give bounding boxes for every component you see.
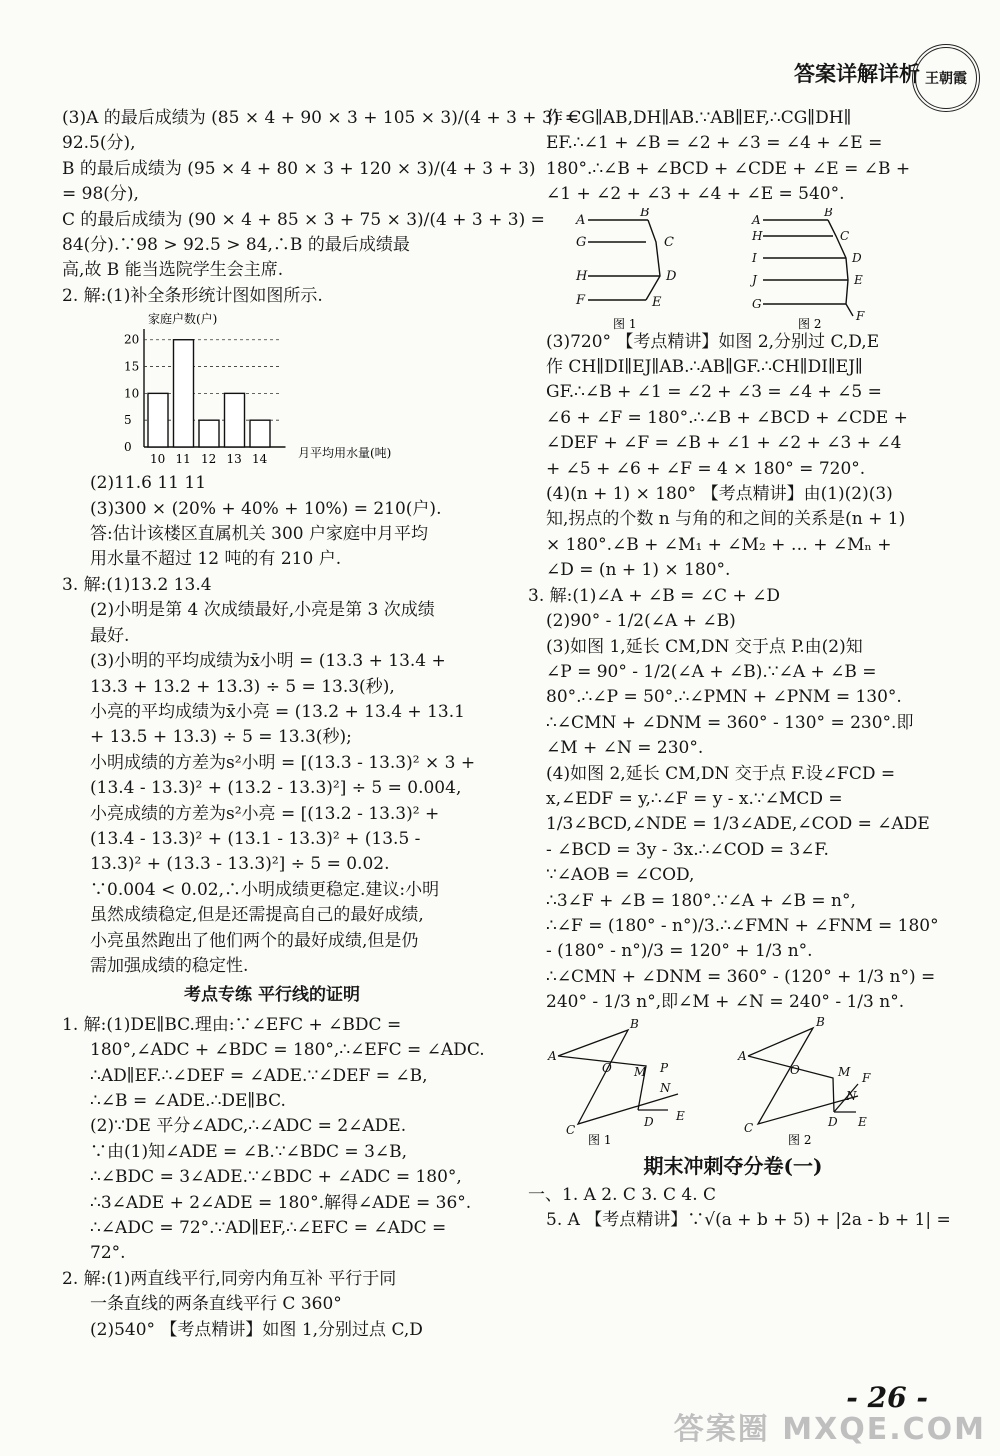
pt-D2: D	[852, 250, 862, 265]
pt-F: F	[576, 292, 586, 308]
figure-caption: 图 2	[798, 316, 822, 330]
text-line: (2)540° 【考点精讲】如图 1,分别过点 C,D	[90, 1319, 423, 1340]
pt-A4: A	[738, 1048, 747, 1063]
text-line: (2)11.6 11 11	[90, 473, 207, 494]
pt-C: C	[664, 234, 674, 250]
bar-chart-svg	[62, 311, 392, 467]
pt-D4: D	[828, 1114, 838, 1129]
x-tick-label: 13	[226, 452, 242, 467]
text-line: 虽然成绩稳定,但是还需提高自己的最好成绩,	[90, 905, 424, 926]
figure-caption: 图 2	[788, 1132, 812, 1146]
text-line: 72°.	[90, 1243, 126, 1264]
text-line: 1. 解:(1)DE∥BC.理由:∵∠EFC + ∠BDC =	[62, 1014, 402, 1035]
text-line: ∠D = (n + 1) × 180°.	[546, 560, 731, 581]
text-line: 小明成绩的方差为s²小明 = [(13.3 - 13.3)² × 3 +	[90, 752, 476, 773]
pt-E3: E	[676, 1108, 685, 1123]
bar-chart	[62, 311, 482, 467]
text-line: ∴3∠ADE + 2∠ADE = 180°.解得∠ADE = 36°.	[90, 1192, 472, 1213]
text-line: (4)(n + 1) × 180° 【考点精讲】由(1)(2)(3)	[546, 484, 893, 505]
text-line: × 180°.∠B + ∠M₁ + ∠M₂ + … + ∠Mₙ +	[546, 534, 892, 555]
figures-parallel-lines	[528, 208, 938, 330]
pt-J2: J	[752, 272, 757, 287]
pt-M4: M	[838, 1064, 851, 1079]
text-line: 180°.∴∠B + ∠BCD + ∠CDE + ∠E = ∠B +	[546, 158, 911, 179]
text-line: ∠P = 90° - 1/2(∠A + ∠B).∵∠A + ∠B =	[546, 661, 877, 682]
text-line: C 的最后成绩为 (90 × 4 + 85 × 3 + 75 × 3)/(4 + 3 + 3) =	[62, 209, 545, 230]
x-tick-label: 11	[175, 452, 191, 467]
text-line: (4)如图 2,延长 CM,DN 交于点 F.设∠FCD =	[546, 763, 896, 784]
text-line: ∠M + ∠N = 230°.	[546, 738, 704, 759]
text-line: ∴∠BDC = 3∠ADE.∵∠BDC + ∠ADC = 180°,	[90, 1167, 462, 1188]
pt-E2: E	[854, 272, 863, 287]
chart-ylabel: 家庭户数(户)	[148, 312, 218, 327]
text-line: (3)小明的平均成绩为x̄小明 = (13.3 + 13.4 +	[90, 651, 446, 672]
text-line: 小亮成绩的方差为s²小亮 = [(13.2 - 13.3)² +	[90, 803, 440, 824]
pt-B2: B	[824, 207, 833, 219]
pt-P3: P	[660, 1060, 669, 1075]
x-tick-label: 14	[252, 452, 268, 467]
text-line: (3)A 的最后成绩为 (85 × 4 + 90 × 3 + 105 × 3)/(4 + 3 + 3) =	[62, 108, 580, 128]
pt-I2: I	[752, 250, 757, 265]
text-line: 92.5(分),	[62, 133, 136, 154]
text-line: 13.3 + 13.2 + 13.3) ÷ 5 = 13.3(秒),	[90, 676, 395, 697]
text-line: 作 CG∥AB,DH∥AB.∵AB∥EF,∴CG∥DH∥	[546, 108, 852, 128]
text-line: (2)小明是第 4 次成绩最好,小亮是第 3 次成绩	[90, 600, 435, 621]
text-line: x,∠EDF = y,∴∠F = y - x.∵∠MCD =	[546, 788, 843, 809]
bar	[250, 420, 270, 447]
exam-title: 期末冲刺夺分卷(一)	[643, 1153, 823, 1178]
text-line: (3)300 × (20% + 40% + 10%) = 210(户).	[90, 498, 442, 519]
x-tick-label: 10	[150, 452, 166, 467]
text-line: (2)∵DE 平分∠ADC,∴∠ADC = 2∠ADE.	[90, 1116, 407, 1137]
pt-C3: C	[566, 1122, 576, 1137]
pt-C4: C	[744, 1120, 754, 1135]
pt-H: H	[576, 268, 588, 284]
y-tick-label: 20	[124, 332, 140, 347]
text-line: - ∠BCD = 3y - 3x.∴∠COD = 3∠F.	[546, 839, 829, 860]
right-column	[528, 106, 951, 1234]
figure-3-1	[558, 1030, 678, 1124]
angle-figures	[528, 1016, 928, 1146]
y-tick-label: 10	[124, 386, 140, 401]
text-line: + ∠5 + ∠6 + ∠F = 4 × 180° = 720°.	[546, 458, 866, 479]
bar	[174, 340, 194, 447]
section-title: 考点专练 平行线的证明	[184, 985, 360, 1006]
text-line: + 13.5 + 13.3) ÷ 5 = 13.3(秒);	[90, 727, 352, 748]
text-line: ∵∠AOB = ∠COD,	[546, 865, 695, 886]
figure-caption: 图 1	[613, 316, 637, 330]
text-line: 一、1. A 2. C 3. C 4. C	[528, 1185, 717, 1205]
text-line: 80°.∴∠P = 50°.∴∠PMN + ∠PNM = 130°.	[546, 687, 902, 708]
y-tick-label: 0	[124, 440, 132, 455]
text-line: ∴∠B = ∠ADE.∴DE∥BC.	[90, 1091, 286, 1111]
text-line: ∵由(1)知∠ADE = ∠B.∵∠BDC = 3∠B,	[90, 1141, 408, 1162]
text-line: 知,拐点的个数 n 与角的和之间的关系是(n + 1)	[546, 509, 906, 530]
page-header-title: 答案详解详析	[794, 62, 920, 86]
pt-C2: C	[840, 228, 850, 243]
pt-E4: E	[858, 1114, 867, 1129]
pt-B3: B	[630, 1016, 639, 1031]
text-line: (13.4 - 13.3)² + (13.2 - 13.3)²] ÷ 5 = 0.004,	[90, 778, 462, 799]
left-column	[62, 106, 580, 1343]
figure-1	[588, 220, 660, 300]
pt-A2: A	[752, 212, 761, 227]
pt-F4: F	[862, 1070, 871, 1085]
text-line: = 98(分),	[62, 184, 139, 205]
parallel-lines-figures	[528, 208, 928, 330]
pt-A: A	[576, 212, 586, 228]
bar	[225, 394, 245, 448]
pt-O3: O	[602, 1060, 612, 1075]
text-line: 答:估计该楼区直属机关 300 户家庭中月平均	[90, 524, 428, 545]
text-line: 2. 解:(1)两直线平行,同旁内角互补 平行于同	[62, 1268, 397, 1289]
text-line: (2)90° - 1/2(∠A + ∠B)	[546, 611, 736, 632]
pt-E: E	[652, 294, 662, 310]
text-line: 3. 解:(1)∠A + ∠B = ∠C + ∠D	[528, 585, 780, 606]
text-line: (13.4 - 13.3)² + (13.1 - 13.3)² + (13.5 -	[90, 828, 421, 849]
pt-B4: B	[816, 1015, 825, 1029]
bar	[199, 420, 219, 447]
text-line: GF.∴∠B + ∠1 = ∠2 + ∠3 = ∠4 + ∠5 =	[546, 382, 882, 403]
pt-B: B	[640, 207, 650, 220]
text-line: 2. 解:(1)补全条形统计图如图所示.	[62, 285, 323, 306]
page-number: - 26 -	[846, 1381, 928, 1414]
pt-F2: F	[856, 308, 865, 323]
text-line: 1/3∠BCD,∠NDE = 1/3∠ADE,∠COD = ∠ADE	[546, 814, 930, 835]
text-line: B 的最后成绩为 (95 × 4 + 80 × 3 + 120 × 3)/(4 + 3 + 3)	[62, 158, 536, 179]
pt-A3: A	[548, 1048, 557, 1063]
pt-G2: G	[752, 296, 762, 311]
text-line: ∴∠CMN + ∠DNM = 360° - (120° + 1/3 n°) =	[546, 966, 936, 987]
pt-G: G	[576, 234, 587, 250]
text-line: 高,故 B 能当选院学生会主席.	[62, 260, 284, 281]
text-line: ∴∠CMN + ∠DNM = 360° - 130° = 230°.即	[546, 712, 914, 733]
text-line: ∵0.004 < 0.02,∴小明成绩更稳定.建议:小明	[90, 879, 440, 900]
text-line: 作 CH∥DI∥EJ∥AB.∴AB∥GF.∴CH∥DI∥EJ∥	[546, 357, 863, 378]
text-line: ∠1 + ∠2 + ∠3 + ∠4 + ∠E = 540°.	[546, 184, 845, 205]
text-line: EF.∴∠1 + ∠B = ∠2 + ∠3 = ∠4 + ∠E =	[546, 133, 883, 154]
y-tick-label: 15	[124, 359, 140, 374]
text-line: 5. A 【考点精讲】∵√(a + b + 5) + |2a - b + 1| =	[546, 1210, 951, 1231]
text-line: 3. 解:(1)13.2 13.4	[62, 574, 212, 595]
text-line: 最好.	[90, 625, 130, 646]
text-line: 一条直线的两条直线平行 C 360°	[90, 1294, 342, 1315]
watermark-logo: 答案圈 MXQE.COM	[673, 1412, 986, 1447]
figures-angles	[528, 1016, 938, 1146]
bar	[148, 394, 168, 448]
pt-H2: H	[752, 228, 763, 243]
text-line: 13.3)² + (13.3 - 13.3)²] ÷ 5 = 0.02.	[90, 854, 390, 875]
pt-N3: N	[660, 1080, 671, 1095]
publisher-logo: 王朝霞	[912, 44, 980, 112]
text-line: 小亮虽然跑出了他们两个的最好成绩,但是仍	[90, 930, 419, 951]
text-line: (3)如图 1,延长 CM,DN 交于点 P.由(2)知	[546, 636, 863, 657]
text-line: 84(分).∵98 > 92.5 > 84,∴B 的最后成绩最	[62, 235, 410, 256]
text-line: ∴3∠F + ∠B = 180°.∵∠A + ∠B = n°,	[546, 890, 856, 911]
pt-D: D	[666, 268, 677, 284]
text-line: 240° - 1/3 n°,即∠M + ∠N = 240° - 1/3 n°.	[546, 992, 905, 1013]
text-line: ∴∠F = (180° - n°)/3.∴∠FMN + ∠FNM = 180°	[546, 915, 939, 936]
text-line: 180°,∠ADC + ∠BDC = 180°,∴∠EFC = ∠ADC.	[90, 1040, 485, 1061]
text-line: ∠6 + ∠F = 180°.∴∠B + ∠BCD + ∠CDE +	[546, 407, 908, 428]
text-line: (3)720° 【考点精讲】如图 2,分别过 C,D,E	[546, 331, 880, 352]
pt-D3: D	[644, 1114, 654, 1129]
text-line: ∴AD∥EF.∴∠DEF = ∠ADE.∵∠DEF = ∠B,	[90, 1065, 428, 1086]
y-tick-label: 5	[124, 413, 132, 428]
pt-O4: O	[790, 1062, 800, 1077]
text-line: - (180° - n°)/3 = 120° + 1/3 n°.	[546, 941, 813, 962]
x-tick-label: 12	[201, 452, 217, 467]
figure-caption: 图 1	[588, 1132, 612, 1146]
pt-N4: N	[846, 1088, 857, 1103]
text-line: 用水量不超过 12 吨的有 210 户.	[90, 549, 342, 570]
pt-M3: M	[634, 1064, 647, 1079]
text-line: ∴∠ADC = 72°.∵AD∥EF,∴∠EFC = ∠ADC =	[90, 1218, 447, 1239]
text-line: 需加强成绩的稳定性.	[90, 955, 249, 976]
text-line: ∠DEF + ∠F = ∠B + ∠1 + ∠2 + ∠3 + ∠4	[546, 433, 902, 454]
chart-xlabel: 月平均用水量(吨)	[298, 446, 392, 461]
text-line: 小亮的平均成绩为x̄小亮 = (13.2 + 13.4 + 13.1	[90, 701, 465, 722]
